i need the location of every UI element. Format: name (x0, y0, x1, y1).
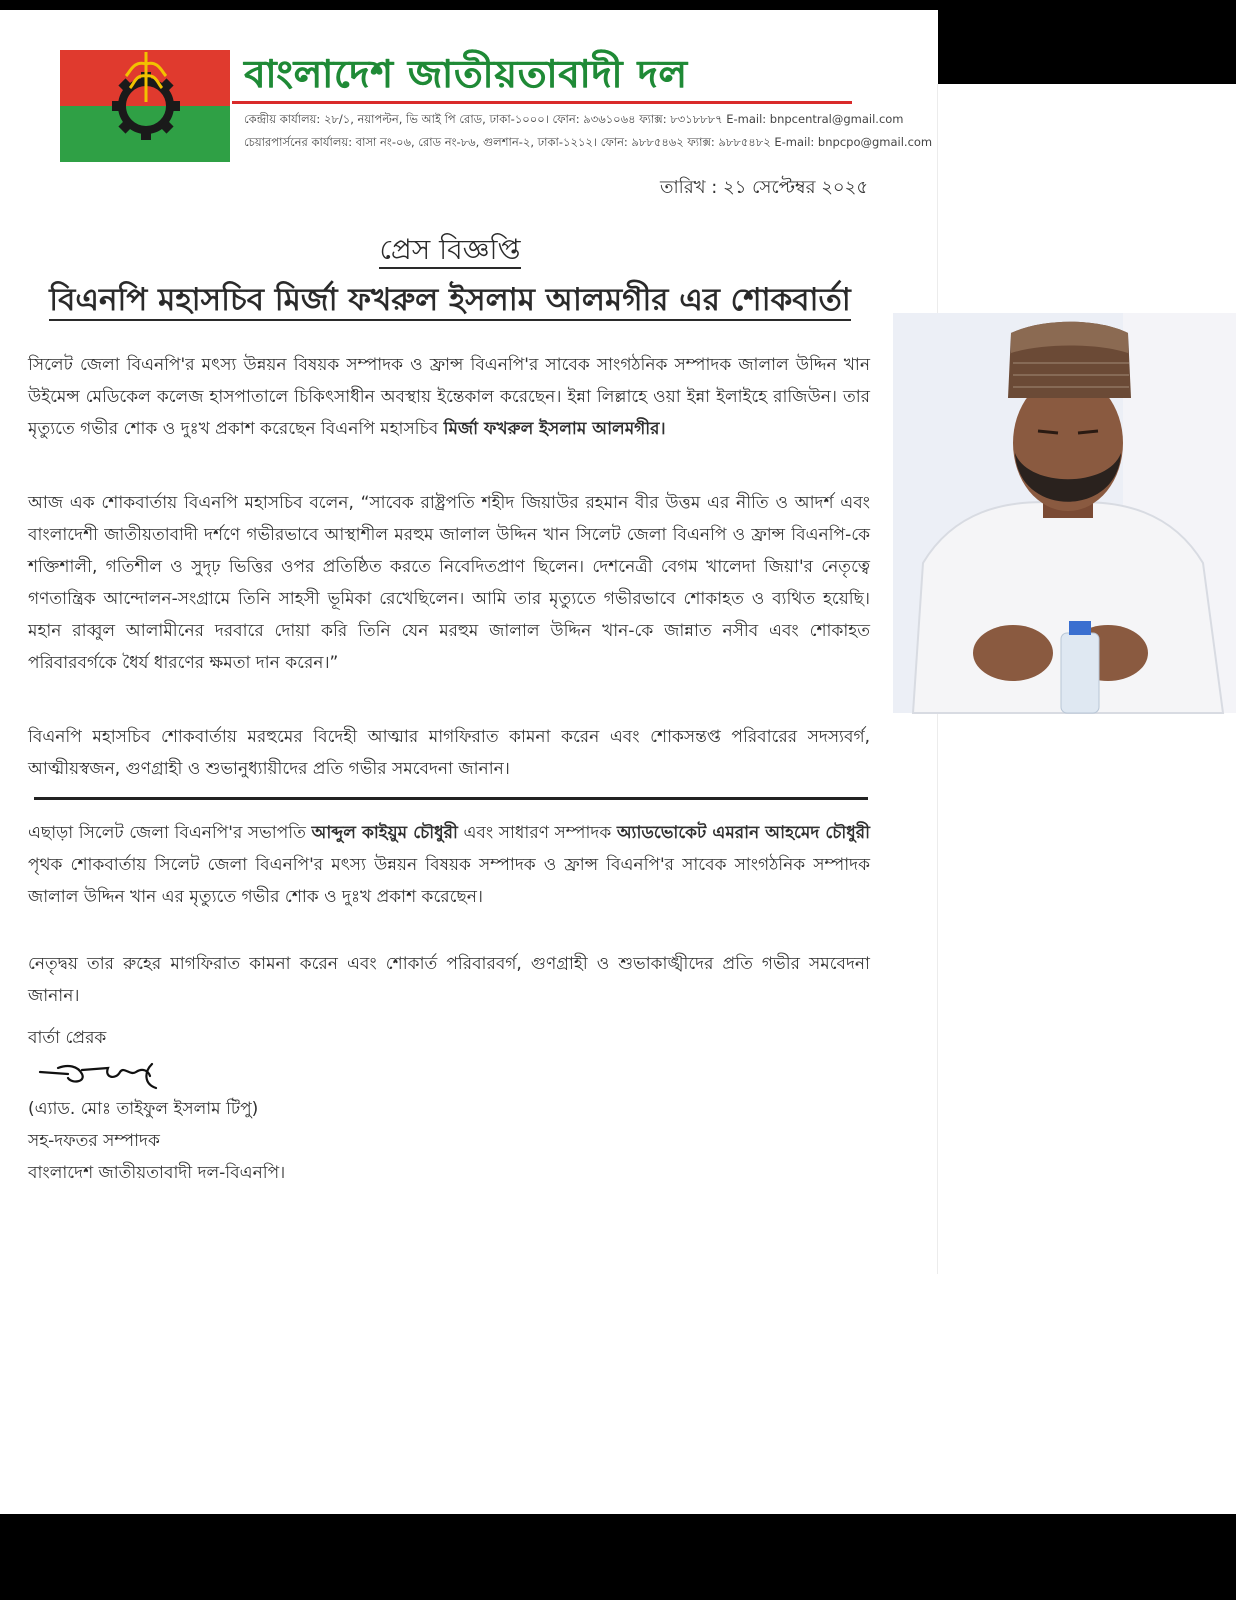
paragraph-4-part-e: পৃথক শোকবার্তায় সিলেট জেলা বিএনপি'র মৎস্য উন্নয়ন বিষয়ক সম্পাদক ও ফ্রান্স বিএনপি'র সাবেক সাংগঠনিক সম্পাদক জালাল উদ্দিন খান এর মৃত্যুতে গভীর শোক ও দুঃখ প্রকাশ করেছেন। (28, 855, 870, 907)
signatory-organization: বাংলাদেশ জাতীয়তাবাদী দল-বিএনপি। (28, 1163, 286, 1183)
paragraph-3: বিএনপি মহাসচিব শোকবার্তায় মরহুমের বিদেহী আত্মার মাগফিরাত কামনা করেন এবং শোকসন্তপ্ত পরিবারের সদস্যবর্গ, আত্মীয়স্বজন, গুণগ্রাহী ও শুভানুধ্যায়ীদের প্রতি গভীর সমবেদনা জানান। (28, 727, 870, 779)
paragraph-5: নেতৃদ্বয় তার রুহের মাগফিরাত কামনা করেন এবং শোকার্ত পরিবারবর্গ, গুণগ্রাহী ও শুভাকাঙ্খীদের প্রতি গভীর সমবেদনা জানান। (28, 954, 870, 1006)
signatory-name: (এ্যাড. মোঃ তাইফুল ইসলাম টিপু) (28, 1099, 259, 1119)
letterhead-red-rule (232, 101, 852, 104)
paragraph-4-part-c: এবং সাধারণ সম্পাদক (463, 823, 612, 843)
paragraph-4-part-a: এছাড়া সিলেট জেলা বিএনপি'র সভাপতি (28, 823, 306, 843)
heading (0, 228, 900, 275)
deceased-photo (893, 313, 1236, 713)
title (0, 276, 900, 328)
chairperson-office-address: চেয়ারপার্সনের কার্যালয়: বাসা নং-০৬, রোড নং-৮৬, গুলশান-২, ঢাকা-১২১২। ফোন: ৯৮৮৫৪৬২ ফ্যাক্স: ৯৮৮৫৪৮২ E-mail: bnpcpo@gmail.com (244, 135, 933, 149)
top-right-black-block (938, 0, 1236, 84)
bottom-black-bar (0, 1514, 1236, 1600)
paragraph-1 (28, 349, 870, 445)
secretary-general-name: মির্জা ফখরুল ইসলাম আলমগীর। (443, 419, 666, 439)
paragraph-4 (28, 817, 870, 913)
signature (38, 1054, 178, 1094)
paragraph-1-text: সিলেট জেলা বিএনপি'র মৎস্য উন্নয়ন বিষয়ক সম্পাদক ও ফ্রান্স বিএনপি'র সাবেক সাংগঠনিক সম্পাদক জালাল উদ্দিন খান উইমেন্স মেডিকেল কলেজ হাসপাতালে চিকিৎসাধীন অবস্থায় ইন্তেকাল করেছেন। ইন্না লিল্লাহে ওয়া ইন্না ইলাইহে রাজিউন। তার মৃত্যুতে গভীর শোক ও দুঃখ প্রকাশ করেছেন বিএনপি মহাসচিব (28, 355, 870, 439)
central-office-address: কেন্দ্রীয় কার্যালয়: ২৮/১, নয়াপল্টন, ভি আই পি রোড, ঢাকা-১০০০। ফোন: ৯৩৬১০৬৪ ফ্যাক্স: ৮৩১৮৮৮৭ E-mail: bnpcentral@gmail.com (244, 112, 904, 126)
signoff-label: বার্তা প্রেরক (28, 1028, 107, 1048)
general-secretary-name: অ্যাডভোকেট এমরান আহমেদ চৌধুরী (616, 823, 871, 843)
signatory-designation: সহ-দফতর সম্পাদক (28, 1131, 160, 1151)
paragraph-2: আজ এক শোকবার্তায় বিএনপি মহাসচিব বলেন, “সাবেক রাষ্ট্রপতি শহীদ জিয়াউর রহমান বীর উত্তম এর নীতি ও আদর্শ এবং বাংলাদেশী জাতীয়তাবাদী দর্শণে গভীরভাবে আস্থাশীল মরহুম জালাল উদ্দিন খান সিলেট জেলা বিএনপি ও ফ্রান্স বিএনপি-কে শক্তিশালী, গতিশীল ও সুদৃঢ় ভিত্তির ওপর প্রতিষ্ঠিত করতে নিবেদিতপ্রাণ ছিলেন। দেশনেত্রী বেগম খালেদা জিয়া'র নেতৃত্বে গণতান্ত্রিক আন্দোলন-সংগ্রামে তিনি সাহসী ভূমিকা রেখেছিলেন। আমি তার মৃত্যুতে গভীরভাবে শোকাহত ও ব্যথিত হয়েছি। মহান রাব্বুল আলামীনের দরবারে দোয়া করি তিনি যেন মরহুম জালাল উদ্দিন খান-কে জান্নাত নসীব এবং শোকাহত পরিবারবর্গকে ধৈর্য ধারণের ক্ষমতা দান করেন।” (28, 493, 870, 673)
party-name: বাংলাদেশ জাতীয়তাবাদী দল (244, 52, 688, 96)
section-divider (34, 797, 868, 800)
title-text: বিএনপি মহাসচিব মির্জা ফখরুল ইসলাম আলমগীর এর শোকবার্তা (49, 282, 851, 321)
president-name: আব্দুল কাইয়ুম চৌধুরী (311, 823, 458, 843)
heading-text: প্রেস বিজ্ঞপ্তি (379, 233, 520, 269)
bnp-flag-logo (60, 50, 230, 162)
date: তারিখ : ২১ সেপ্টেম্বর ২০২৫ (659, 177, 868, 198)
